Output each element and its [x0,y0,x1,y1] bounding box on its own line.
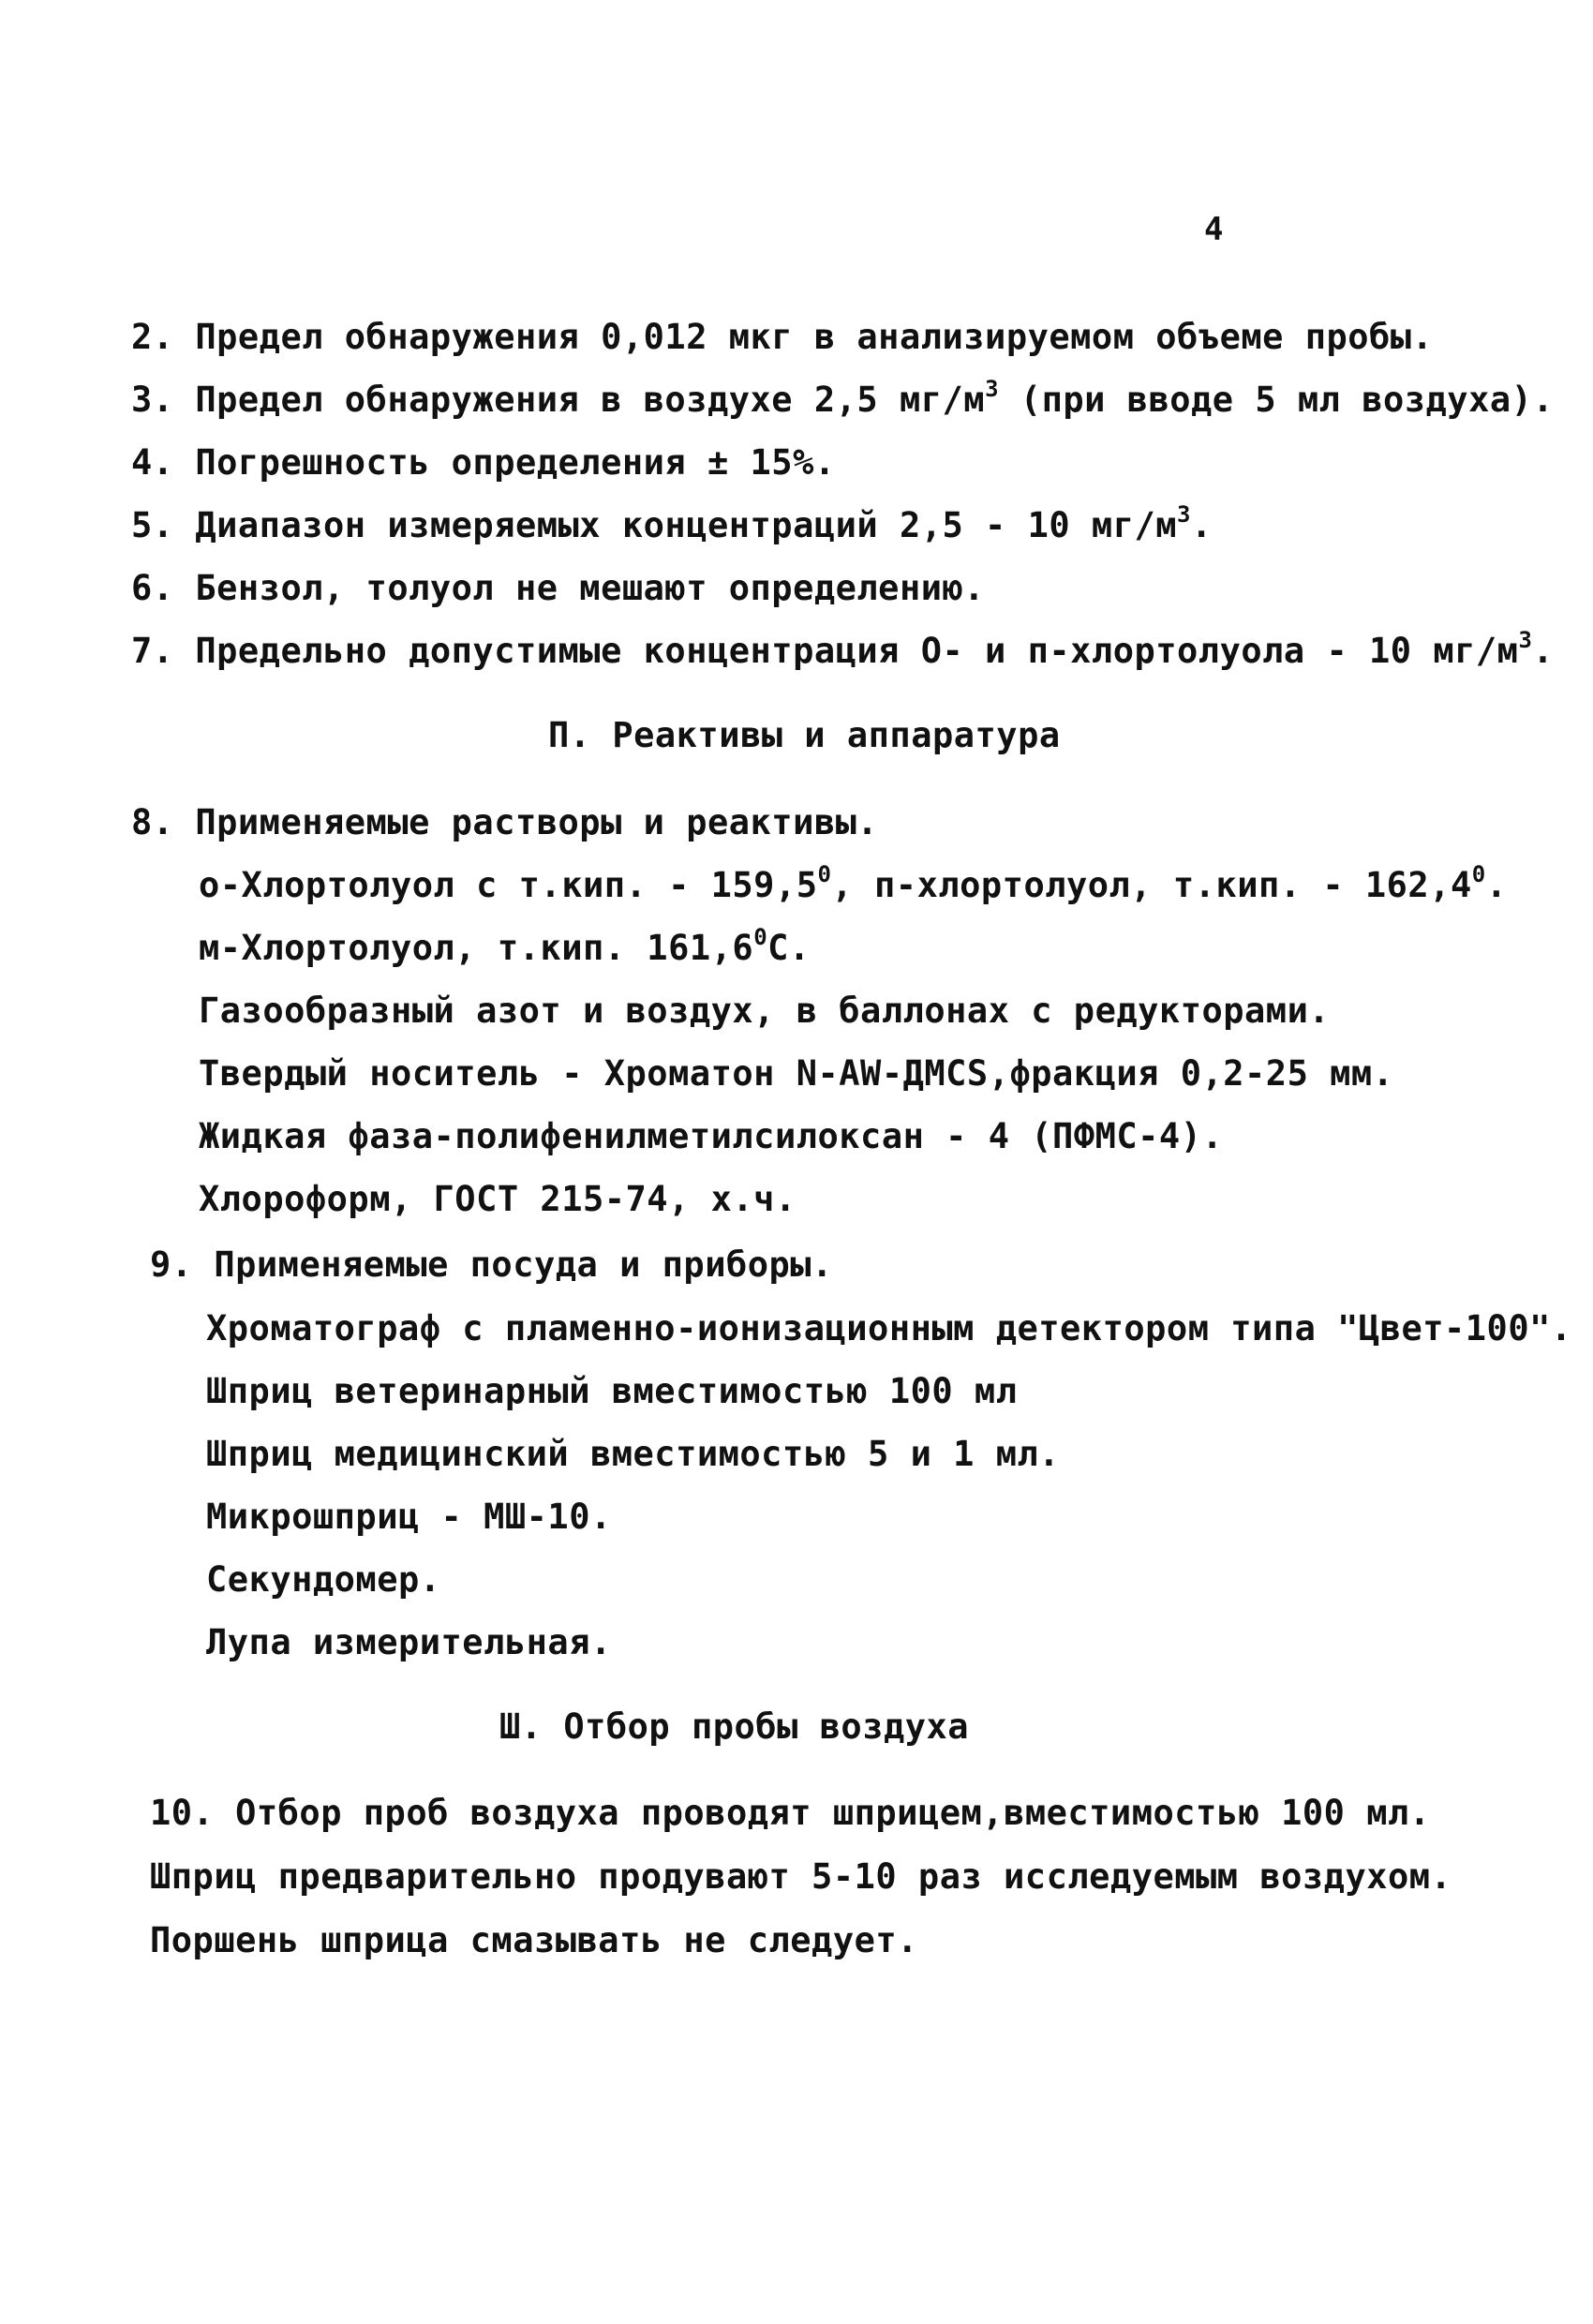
item-text-after: (при вводе 5 мл воздуха). [999,380,1555,420]
item8-line-6: Хлороформ, ГОСТ 215-74, х.ч. [199,1179,796,1219]
item-title: Применяемые растворы и реактивы. [195,802,879,842]
item8-line-5: Жидкая фаза-полифенилметилсилоксан - 4 (ПФМС-4). [199,1116,1224,1156]
item9-line-6: Лупа измерительная. [206,1622,612,1662]
item-number: 4. [131,442,174,483]
superscript: 0 [753,924,768,950]
item-text: Погрешность определения ± 15%. [195,442,836,483]
section-heading-2: П. Реактивы и аппаратура [548,715,1061,755]
item-text-after: . [1191,505,1213,545]
superscript: 3 [1518,627,1533,653]
item-text: Диапазон измеряемых концентраций 2,5 - 10 мг/м [195,505,1178,545]
item8-line-4: Твердый носитель - Хроматон N-AW-ДМСS,фракция 0,2-25 мм. [199,1053,1394,1094]
item10-line-2: Шприц предварительно продувают 5-10 раз исследуемым воздухом. [150,1856,1452,1897]
superscript: 0 [1471,861,1486,887]
item8-line-3: Газообразный азот и воздух, в баллонах с редукторами. [199,991,1331,1031]
item-number: 5. [131,505,174,545]
item-text: Предельно допустимые концентрация О- и п-хлортолуола - 10 мг/м [195,631,1519,671]
item9-line-2: Шприц ветеринарный вместимостью 100 мл [206,1371,1018,1411]
superscript: 3 [985,376,1000,402]
list-item-2 [131,316,1433,359]
list-item-8 [131,801,878,844]
item8-line-1 [199,861,1508,907]
item-text: Бензол, толуол не мешают определению. [195,568,986,608]
item-text: Предел обнаружения в воздухе 2,5 мг/м [195,380,986,420]
list-item-10 [150,1792,1431,1835]
item9-line-5: Секундомер. [206,1559,441,1600]
line-text-after: С. [767,928,811,968]
item9-line-4: Микрошприц - МШ-10. [206,1497,612,1537]
item8-line-2 [199,924,811,970]
item-number: 9. [150,1244,193,1285]
item-number: 10. [150,1793,215,1833]
line-text: о-Хлортолуол с т.кип. - 159,5 [199,865,818,905]
section-heading-3: Ш. Отбор пробы воздуха [499,1706,970,1747]
list-item-4 [131,441,836,484]
list-item-5 [131,501,1213,547]
item-number: 3. [131,380,174,420]
item10-line-3: Поршень шприца смазывать не следует. [150,1920,918,1960]
item-number: 7. [131,631,174,671]
item-title: Применяемые посуда и приборы. [214,1244,833,1285]
superscript: 3 [1177,501,1191,528]
item9-line-3: Шприц медицинский вместимостью 5 и 1 мл. [206,1434,1061,1474]
list-item-9 [150,1244,833,1287]
item-number: 2. [131,317,174,357]
item-text: Предел обнаружения 0,012 мкг в анализируемом объеме пробы. [195,317,1434,357]
item9-line-1: Хроматограф с пламенно-ионизационным детектором типа "Цвет-100". [206,1308,1572,1348]
list-item-7 [131,627,1555,673]
line-text-after: . [1485,865,1508,905]
page-number: 4 [1204,211,1224,248]
list-item-3 [131,376,1555,422]
superscript: 0 [817,861,832,887]
item-number: 8. [131,802,174,842]
item-text-after: . [1532,631,1555,671]
line-text: м-Хлортолуол, т.кип. 161,6 [199,928,754,968]
list-item-6 [131,567,985,610]
line-text: Отбор проб воздуха проводят шприцем,вместимостью 100 мл. [235,1793,1431,1833]
line-text-after: , п-хлортолуол, т.кип. - 162,4 [831,865,1472,905]
item-number: 6. [131,568,174,608]
